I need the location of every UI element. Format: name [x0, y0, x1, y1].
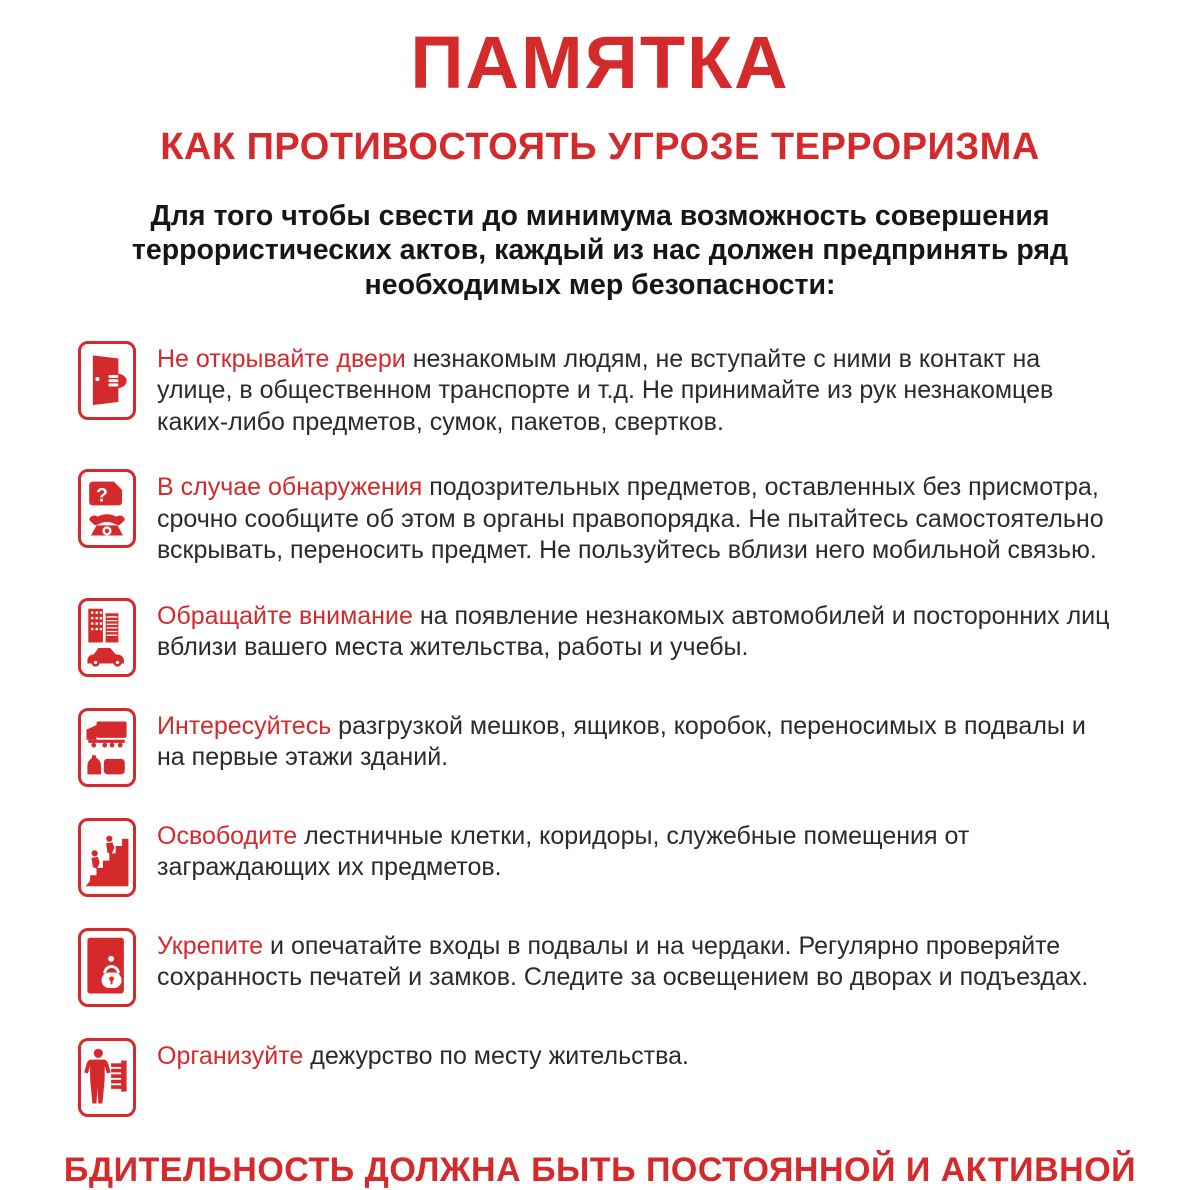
item-lead-phrase: Укрепите: [157, 931, 264, 960]
item-body-text: дежурство по месту жительства.: [310, 1041, 689, 1070]
poster-footer: БДИТЕЛЬНОСТЬ ДОЛЖНА БЫТЬ ПОСТОЯННОЙ И АКТИВНОЙ: [63, 1150, 1137, 1189]
safety-item-watch-for-strangers: [78, 598, 1200, 677]
item-text: [157, 598, 1119, 664]
safety-item-secure-entrances: [78, 928, 1200, 1007]
item-lead-phrase: В случае обнаружения: [157, 473, 423, 502]
item-body-text: незнакомым людям, не вступайте с ними в контакт на улице, в общественном транспорте и т.д. Не принимайте из рук незнакомцев каких-либо предметов, сумок, пакетов, свертков.: [157, 344, 1054, 436]
item-text: [157, 341, 1119, 439]
door-padlock-icon: [78, 928, 136, 1007]
item-body-text: подозрительных предметов, оставленных без присмотра, срочно сообщите об этом в органы правопорядка. Не пытайтесь самостоятельно вскрывать, переносить предмет. Не пользуйтесь вблизи него мобильной связью.: [157, 473, 1104, 565]
item-lead-phrase: Не открывайте двери: [157, 344, 406, 373]
item-text: [157, 818, 1119, 884]
item-text: [157, 928, 1119, 994]
safety-item-report-suspicious-objects: [78, 469, 1200, 567]
item-lead-phrase: Организуйте: [157, 1041, 304, 1070]
safety-item-organize-watch: [78, 1038, 1200, 1117]
item-body-text: разгрузкой мешков, ящиков, коробок, переносимых в подвалы и на первые этажи зданий.: [157, 711, 1086, 772]
item-text: [157, 708, 1119, 774]
item-text: [157, 469, 1119, 567]
safety-items-list: [78, 341, 1200, 1117]
truck-cargo-icon: [78, 708, 136, 787]
door-knocking-hand-icon: [78, 341, 136, 420]
buildings-car-icon: [78, 598, 136, 677]
stairs-people-icon: [78, 818, 136, 897]
item-lead-phrase: Освободите: [157, 821, 298, 850]
svg-text:?: ?: [96, 485, 108, 507]
question-bubble-telephone-icon: [78, 469, 136, 548]
item-body-text: лестничные клетки, коридоры, служебные помещения от заграждающих их предметов.: [157, 821, 970, 882]
safety-item-clear-stairwells: [78, 818, 1200, 897]
item-lead-phrase: Интересуйтесь: [157, 711, 332, 740]
poster-subtitle: КАК ПРОТИВОСТОЯТЬ УГРОЗЕ ТЕРРОРИЗМА: [160, 125, 1040, 168]
safety-item-do-not-open-door: [78, 341, 1200, 439]
poster-intro: Для того чтобы свести до минимума возможность совершения террористических актов, каждый из нас должен предпринять ряд необходимых мер безопасности:: [131, 199, 1069, 302]
item-lead-phrase: Обращайте внимание: [157, 601, 413, 630]
guard-duty-icon: [78, 1038, 136, 1117]
poster-title: ПАМЯТКА: [410, 21, 790, 104]
item-body-text: на появление незнакомых автомобилей и посторонних лиц вблизи вашего места жительства, работы и учебы.: [157, 601, 1110, 662]
item-body-text: и опечатайте входы в подвалы и на чердаки. Регулярно проверяйте сохранность печатей и замков. Следите за освещением во дворах и подъездах.: [157, 931, 1089, 992]
safety-item-unloading-interest: [78, 708, 1200, 787]
item-text: [157, 1038, 1119, 1073]
